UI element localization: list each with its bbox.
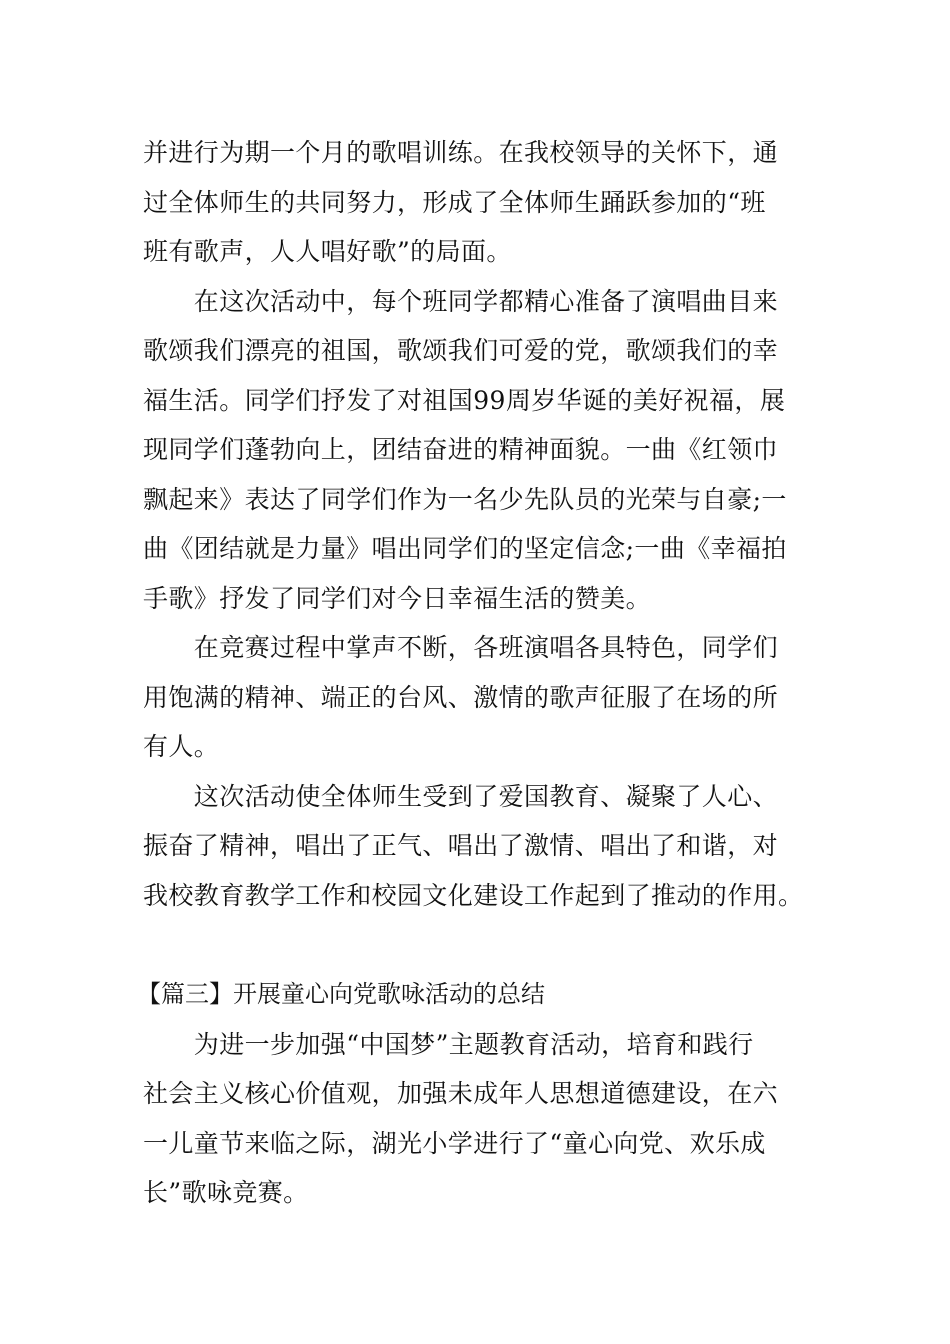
text-line: 在这次活动中，每个班同学都精心准备了演唱曲目来 — [143, 286, 779, 316]
text-line: 并进行为期一个月的歌唱训练。在我校领导的关怀下，通 — [143, 138, 779, 167]
section-heading: 【篇三】开展童心向党歌咏活动的总结 — [137, 980, 545, 1008]
text-line: 在竞赛过程中掌声不断，各班演唱各具特色，同学们 — [143, 633, 779, 662]
text-line: 长”歌咏竞赛。 — [143, 1178, 309, 1207]
text-line: 飘起来》表达了同学们作为一名少先队员的光荣与自豪;一 — [143, 484, 787, 514]
text-line: 有人。 — [143, 732, 220, 761]
section-gap — [143, 920, 808, 970]
text-line: 社会主义核心价值观，加强未成年人思想道德建设，在六 — [143, 1079, 779, 1108]
text-line: 为进一步加强“中国梦”主题教育活动，培育和践行 — [143, 1029, 754, 1059]
text-line: 用饱满的精神、端正的台风、激情的歌声征服了在场的所 — [143, 682, 779, 712]
text-line: 过全体师生的共同努力，形成了全体师生踊跃参加的“班 — [143, 187, 766, 217]
text-line: 歌颂我们漂亮的祖国，歌颂我们可爱的党，歌颂我们的幸 — [143, 336, 779, 365]
paragraph-3 — [143, 623, 808, 772]
text-line: 一儿童节来临之际，湖光小学进行了“童心向党、欢乐成 — [143, 1128, 766, 1158]
text-line: 这次活动使全体师生受到了爱国教育、凝聚了人心、 — [143, 781, 779, 811]
document-body — [137, 128, 808, 1218]
text-line: 我校教育教学工作和校园文化建设工作起到了推动的作用。 — [143, 880, 804, 910]
text-line: 振奋了精神，唱出了正气、唱出了激情、唱出了和谐，对 — [143, 831, 779, 860]
paragraph-2 — [143, 277, 808, 624]
text-line: 曲《团结就是力量》唱出同学们的坚定信念;一曲《幸福拍 — [143, 534, 787, 563]
text-line: 手歌》抒发了同学们对今日幸福生活的赞美。 — [143, 583, 652, 613]
text-line: 福生活。同学们抒发了对祖国99周岁华诞的美好祝福，展 — [143, 385, 786, 415]
paragraph-5 — [143, 1020, 808, 1218]
text-line: 现同学们蓬勃向上，团结奋进的精神面貌。一曲《红领巾 — [143, 435, 779, 464]
paragraph-1 — [143, 128, 808, 277]
paragraph-4 — [143, 772, 808, 921]
text-line: 班有歌声，人人唱好歌”的局面。 — [143, 237, 512, 266]
